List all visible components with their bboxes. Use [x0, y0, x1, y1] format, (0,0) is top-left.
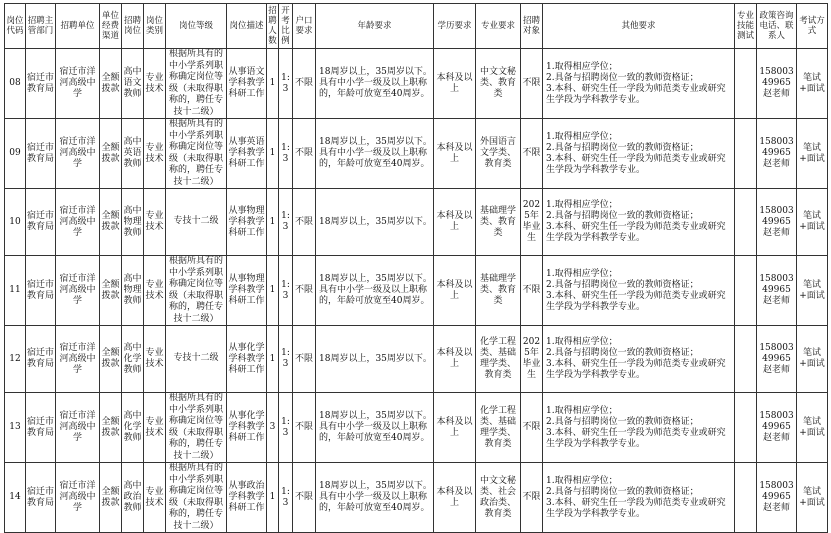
- cell-age: [316, 326, 434, 393]
- cell-exam: 笔试+面试: [797, 189, 828, 256]
- cell-age: [316, 49, 434, 119]
- cell-skill: [735, 463, 757, 533]
- header-unit: 招聘单位: [56, 4, 100, 49]
- cell-funding: 全额拨款: [100, 256, 122, 326]
- header-level: 岗位等级: [166, 4, 227, 49]
- cell-contact: 15800349965赵老师: [757, 463, 797, 533]
- header-age: 年龄要求: [316, 4, 434, 49]
- other-line-2: 2.具备与招聘岗位一致的教师资格证；: [546, 348, 699, 358]
- cell-edu: 本科及以上: [434, 326, 476, 393]
- cell-level: 根据所具有的中小学系列职称确定岗位等级（未取得职称的，聘任专技十二级）: [166, 119, 227, 189]
- cell-post: 高中物理教师: [122, 256, 144, 326]
- table-body: [5, 49, 828, 533]
- cell-contact: 15800349965赵老师: [757, 119, 797, 189]
- cell-dept: 宿迁市教育局: [26, 326, 56, 393]
- cell-skill: [735, 393, 757, 463]
- age-line-2: 具有中小学一级及以上职称的，年龄可放宽至40周岁。: [319, 78, 430, 99]
- cell-dept: 宿迁市教育局: [26, 189, 56, 256]
- cell-level: 专技十二级: [166, 326, 227, 393]
- cell-major: 化学工程类、基础理学类、教育类: [476, 326, 521, 393]
- cell-other: [543, 326, 735, 393]
- cell-hukou: 不限: [293, 256, 316, 326]
- cell-other: [543, 189, 735, 256]
- cell-age: [316, 119, 434, 189]
- cell-dept: 宿迁市教育局: [26, 463, 56, 533]
- cell-funding: 全额拨款: [100, 463, 122, 533]
- cell-code: 13: [5, 393, 26, 463]
- cell-level: 根据所具有的中小学系列职称确定岗位等级（未取得职称的，聘任专技十二级）: [166, 393, 227, 463]
- cell-unit: 宿迁市洋河高级中学: [56, 326, 100, 393]
- cell-ratio: 1:3: [279, 256, 293, 326]
- other-line-1: 1.取得相应学位；: [546, 475, 618, 486]
- age-line-2: 具有中小学一级及以上职称的，年龄可放宽至40周岁。: [319, 285, 430, 306]
- age-line-1: 18周岁以上，35周岁以下。: [319, 216, 432, 227]
- other-line-3: 3.本科、研究生任一学段为师范类专业或研究生学段为学科教学专业。: [546, 359, 726, 380]
- cell-unit: 宿迁市洋河高级中学: [56, 119, 100, 189]
- table-row: [5, 49, 828, 119]
- cell-major: 基础理学类、教育类: [476, 256, 521, 326]
- cell-category: 专业技术: [144, 326, 166, 393]
- cell-ratio: 1:3: [279, 463, 293, 533]
- cell-target: 不限: [521, 119, 543, 189]
- cell-level: 专技十二级: [166, 189, 227, 256]
- cell-category: 专业技术: [144, 256, 166, 326]
- cell-category: 专业技术: [144, 189, 166, 256]
- cell-post: 高中语文教师: [122, 49, 144, 119]
- cell-count: 1: [267, 119, 279, 189]
- other-line-2: 2.具备与招聘岗位一致的教师资格证；: [546, 211, 699, 221]
- table-row: [5, 326, 828, 393]
- cell-exam: 笔试+面试: [797, 256, 828, 326]
- cell-count: 1: [267, 189, 279, 256]
- other-line-2: 2.具备与招聘岗位一致的教师资格证；: [546, 416, 699, 427]
- cell-desc: 从事政治学科教学科研工作: [227, 463, 267, 533]
- age-line-2: 具有中小学一级及以上职称的，年龄可放宽至40周岁。: [319, 148, 430, 169]
- cell-code: 10: [5, 189, 26, 256]
- cell-skill: [735, 119, 757, 189]
- header-row: [5, 4, 828, 49]
- age-line-1: 18周岁以上，35周岁以下。: [319, 137, 432, 147]
- cell-target: 不限: [521, 256, 543, 326]
- header-hukou: 户口要求: [293, 4, 316, 49]
- cell-age: [316, 256, 434, 326]
- cell-other: [543, 119, 735, 189]
- cell-major: 外国语言文学类、教育类: [476, 119, 521, 189]
- header-funding: 单位经费渠道: [100, 4, 122, 49]
- age-line-1: 18周岁以上，35周岁以下。: [319, 481, 432, 491]
- header-major: 专业要求: [476, 4, 521, 49]
- cell-code: 09: [5, 119, 26, 189]
- other-line-1: 1.取得相应学位；: [546, 200, 618, 210]
- header-target: 招聘对象: [521, 4, 543, 49]
- cell-count: 1: [267, 49, 279, 119]
- table-row: [5, 393, 828, 463]
- other-line-2: 2.具备与招聘岗位一致的教师资格证；: [546, 72, 699, 83]
- other-line-3: 3.本科、研究生任一学段为师范类专业或研究生学段为学科教学专业。: [546, 497, 726, 519]
- table-row: [5, 189, 828, 256]
- cell-other: [543, 49, 735, 119]
- other-line-3: 3.本科、研究生任一学段为师范类专业或研究生学段为学科教学专业。: [546, 290, 726, 312]
- cell-ratio: 1:3: [279, 189, 293, 256]
- cell-category: 专业技术: [144, 119, 166, 189]
- cell-major: 化学工程类、基础理学类、教育类: [476, 393, 521, 463]
- cell-category: 专业技术: [144, 463, 166, 533]
- cell-funding: 全额拨款: [100, 326, 122, 393]
- cell-category: 专业技术: [144, 393, 166, 463]
- cell-age: [316, 463, 434, 533]
- cell-exam: 笔试+面试: [797, 49, 828, 119]
- table-row: [5, 119, 828, 189]
- cell-unit: 宿迁市洋河高级中学: [56, 189, 100, 256]
- other-line-1: 1.取得相应学位；: [546, 405, 618, 416]
- cell-contact: 15800349965赵老师: [757, 326, 797, 393]
- header-contact: 政策咨询电话、联系人: [757, 4, 797, 49]
- cell-unit: 宿迁市洋河高级中学: [56, 256, 100, 326]
- cell-post: 高中化学教师: [122, 393, 144, 463]
- age-line-1: 18周岁以上，35周岁以下。: [319, 67, 432, 77]
- age-line-2: 具有中小学一级及以上职称的，年龄可放宽至40周岁。: [319, 422, 430, 443]
- cell-hukou: 不限: [293, 189, 316, 256]
- cell-post: 高中物理教师: [122, 189, 144, 256]
- cell-edu: 本科及以上: [434, 463, 476, 533]
- header-desc: 岗位描述: [227, 4, 267, 49]
- cell-funding: 全额拨款: [100, 49, 122, 119]
- cell-ratio: 1:3: [279, 393, 293, 463]
- cell-other: [543, 463, 735, 533]
- header-exam: 考试方式: [797, 4, 828, 49]
- age-line-2: 具有中小学一级及以上职称的，年龄可放宽至40周岁。: [319, 492, 430, 513]
- cell-target: 2025年毕业生: [521, 189, 543, 256]
- cell-desc: 从事英语学科教学科研工作: [227, 119, 267, 189]
- age-line-1: 18周岁以上，35周岁以下。: [319, 411, 432, 421]
- cell-major: 基础理学类、教育类: [476, 189, 521, 256]
- age-line-1: 18周岁以上，35周岁以下。: [319, 274, 432, 284]
- cell-hukou: 不限: [293, 393, 316, 463]
- header-code: 岗位代码: [5, 4, 26, 49]
- cell-dept: 宿迁市教育局: [26, 256, 56, 326]
- cell-ratio: 1:3: [279, 326, 293, 393]
- cell-edu: 本科及以上: [434, 393, 476, 463]
- cell-funding: 全额拨款: [100, 189, 122, 256]
- cell-hukou: 不限: [293, 463, 316, 533]
- cell-level: 根据所具有的中小学系列职称确定岗位等级（未取得职称的，聘任专技十二级）: [166, 49, 227, 119]
- cell-major: 中文文秘类、社会政治类、教育类: [476, 463, 521, 533]
- other-line-1: 1.取得相应学位；: [546, 131, 618, 142]
- cell-count: 3: [267, 393, 279, 463]
- cell-edu: 本科及以上: [434, 256, 476, 326]
- cell-exam: 笔试+面试: [797, 119, 828, 189]
- age-line-1: 18周岁以上，35周岁以下。: [319, 353, 432, 364]
- cell-desc: 从事语文学科教学科研工作: [227, 49, 267, 119]
- cell-category: 专业技术: [144, 49, 166, 119]
- cell-code: 11: [5, 256, 26, 326]
- cell-age: [316, 393, 434, 463]
- other-line-2: 2.具备与招聘岗位一致的教师资格证；: [546, 279, 699, 290]
- cell-hukou: 不限: [293, 119, 316, 189]
- cell-post: 高中政治教师: [122, 463, 144, 533]
- header-post: 招聘岗位: [122, 4, 144, 49]
- other-line-1: 1.取得相应学位；: [546, 337, 618, 347]
- cell-count: 1: [267, 463, 279, 533]
- header-edu: 学历要求: [434, 4, 476, 49]
- cell-target: 不限: [521, 463, 543, 533]
- cell-unit: 宿迁市洋河高级中学: [56, 49, 100, 119]
- cell-post: 高中英语教师: [122, 119, 144, 189]
- recruitment-table: [4, 3, 828, 533]
- cell-contact: 15800349965赵老师: [757, 393, 797, 463]
- cell-funding: 全额拨款: [100, 393, 122, 463]
- cell-code: 12: [5, 326, 26, 393]
- cell-other: [543, 256, 735, 326]
- cell-target: 不限: [521, 49, 543, 119]
- cell-ratio: 1:3: [279, 49, 293, 119]
- cell-desc: 从事化学学科教学科研工作: [227, 393, 267, 463]
- cell-major: 中文文秘类、教育类: [476, 49, 521, 119]
- cell-desc: 从事物理学科教学科研工作: [227, 189, 267, 256]
- cell-dept: 宿迁市教育局: [26, 119, 56, 189]
- cell-unit: 宿迁市洋河高级中学: [56, 463, 100, 533]
- cell-edu: 本科及以上: [434, 119, 476, 189]
- cell-exam: 笔试+面试: [797, 463, 828, 533]
- cell-unit: 宿迁市洋河高级中学: [56, 393, 100, 463]
- cell-post: 高中化学教师: [122, 326, 144, 393]
- cell-target: 不限: [521, 393, 543, 463]
- cell-edu: 本科及以上: [434, 49, 476, 119]
- table-row: [5, 463, 828, 533]
- cell-other: [543, 393, 735, 463]
- recruitment-table-container: [4, 3, 827, 533]
- cell-dept: 宿迁市教育局: [26, 49, 56, 119]
- header-dept: 招聘主管部门: [26, 4, 56, 49]
- cell-age: [316, 189, 434, 256]
- cell-desc: 从事物理学科教学科研工作: [227, 256, 267, 326]
- other-line-1: 1.取得相应学位；: [546, 61, 618, 72]
- cell-contact: 15800349965赵老师: [757, 256, 797, 326]
- cell-edu: 本科及以上: [434, 189, 476, 256]
- other-line-3: 3.本科、研究生任一学段为师范类专业或研究生学段为学科教学专业。: [546, 222, 726, 243]
- other-line-1: 1.取得相应学位；: [546, 268, 618, 279]
- cell-count: 1: [267, 326, 279, 393]
- cell-desc: 从事化学学科教学科研工作: [227, 326, 267, 393]
- other-line-3: 3.本科、研究生任一学段为师范类专业或研究生学段为学科教学专业。: [546, 83, 726, 105]
- cell-exam: 笔试+面试: [797, 393, 828, 463]
- header-other: 其他要求: [543, 4, 735, 49]
- header-skill: 专业技能测试: [735, 4, 757, 49]
- other-line-2: 2.具备与招聘岗位一致的教师资格证；: [546, 486, 699, 497]
- cell-hukou: 不限: [293, 326, 316, 393]
- cell-level: 根据所具有的中小学系列职称确定岗位等级（未取得职称的，聘任专技十二级）: [166, 256, 227, 326]
- cell-count: 1: [267, 256, 279, 326]
- header-count: 招聘人数: [267, 4, 279, 49]
- cell-skill: [735, 326, 757, 393]
- header-ratio: 开考比例: [279, 4, 293, 49]
- cell-code: 08: [5, 49, 26, 119]
- table-row: [5, 256, 828, 326]
- other-line-3: 3.本科、研究生任一学段为师范类专业或研究生学段为学科教学专业。: [546, 427, 726, 449]
- cell-target: 2025年毕业生: [521, 326, 543, 393]
- cell-ratio: 1:3: [279, 119, 293, 189]
- header-category: 岗位类别: [144, 4, 166, 49]
- other-line-2: 2.具备与招聘岗位一致的教师资格证；: [546, 142, 699, 153]
- cell-skill: [735, 189, 757, 256]
- other-line-3: 3.本科、研究生任一学段为师范类专业或研究生学段为学科教学专业。: [546, 153, 726, 175]
- cell-skill: [735, 256, 757, 326]
- cell-contact: 15800349965赵老师: [757, 49, 797, 119]
- cell-exam: 笔试+面试: [797, 326, 828, 393]
- cell-code: 14: [5, 463, 26, 533]
- cell-contact: 15800349965赵老师: [757, 189, 797, 256]
- cell-funding: 全额拨款: [100, 119, 122, 189]
- cell-dept: 宿迁市教育局: [26, 393, 56, 463]
- cell-skill: [735, 49, 757, 119]
- cell-level: 根据所具有的中小学系列职称确定岗位等级（未取得职称的，聘任专技十二级）: [166, 463, 227, 533]
- cell-hukou: 不限: [293, 49, 316, 119]
